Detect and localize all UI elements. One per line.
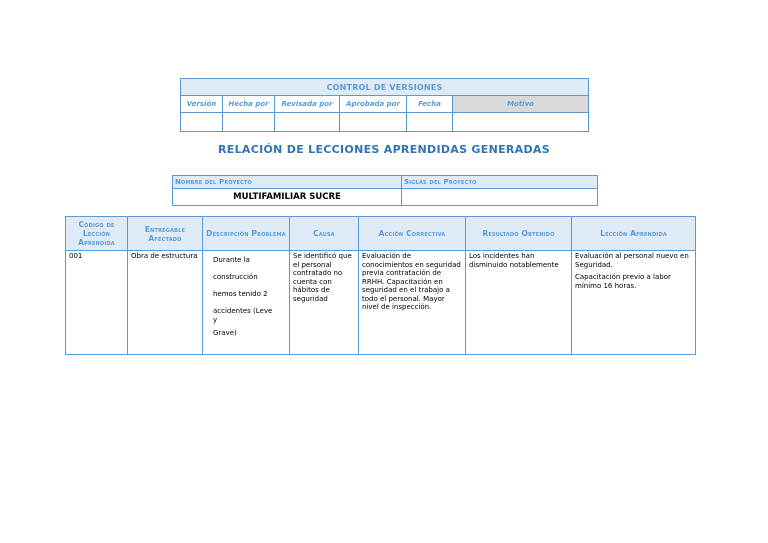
date-cell[interactable] — [407, 113, 453, 132]
result-header: Resultado Obtenido — [466, 217, 572, 251]
reason-header: Motivo — [453, 96, 589, 113]
description-line: accidentes (Leve — [213, 307, 273, 315]
deliverable-cell: Obra de estructura — [128, 251, 203, 355]
approved-by-cell[interactable] — [340, 113, 407, 132]
description-line: Durante la — [213, 256, 250, 264]
document-title: RELACIÓN DE LECCIONES APRENDIDAS GENERADAS — [218, 143, 550, 156]
project-acronym-value[interactable] — [402, 189, 598, 206]
description-line: y — [213, 316, 218, 324]
reason-cell[interactable] — [453, 113, 589, 132]
corrective-action-header: Acción Correctiva — [359, 217, 466, 251]
description-line: Grave) — [213, 329, 237, 337]
version-cell[interactable] — [181, 113, 223, 132]
lesson-code-cell: 001 — [66, 251, 128, 355]
result-cell: Los incidentes han disminuido notablemente — [466, 251, 572, 355]
approved-by-header: Aprobada por — [340, 96, 407, 113]
lesson-paragraph: Capacitación previo a labor mínimo 16 horas. — [575, 273, 671, 290]
project-table — [172, 175, 598, 206]
lesson-learned-cell — [572, 251, 696, 355]
version-control-table — [180, 78, 589, 132]
date-header: Fecha — [407, 96, 453, 113]
description-line: construcción — [213, 273, 258, 281]
description-line: hemos tenido 2 — [213, 290, 268, 298]
problem-description-cell — [203, 251, 290, 355]
project-acronym-label: Siglas del Proyecto — [402, 176, 598, 189]
reviewed-by-header: Revisada por — [275, 96, 340, 113]
cause-cell: Se identificó que el personal contratado no cuenta con hábitos de seguridad — [290, 251, 359, 355]
lesson-code-header: Código de Lección Aprendida — [66, 217, 128, 251]
made-by-header: Hecha por — [223, 96, 275, 113]
made-by-cell[interactable] — [223, 113, 275, 132]
lesson-paragraph: Evaluación al personal nuevo en Seguridad. — [575, 252, 689, 269]
corrective-action-cell: Evaluación de conocimientos en seguridad previa contratación de RRHH. Capacitación en seguridad en el trabajo a todo el personal. Mayor nivel de inspección. — [359, 251, 466, 355]
problem-description-header: Descripción Problema — [203, 217, 290, 251]
lessons-table — [65, 216, 696, 355]
reviewed-by-cell[interactable] — [275, 113, 340, 132]
deliverable-header: Entregable Afectado — [128, 217, 203, 251]
project-name-label: Nombre del Proyecto — [173, 176, 402, 189]
version-control-title: CONTROL DE VERSIONES — [181, 79, 589, 96]
version-header: Versión — [181, 96, 223, 113]
project-name-value[interactable]: MULTIFAMILIAR SUCRE — [173, 189, 402, 206]
lesson-learned-header: Lección Aprendida — [572, 217, 696, 251]
table-row — [66, 251, 696, 355]
cause-header: Causa — [290, 217, 359, 251]
